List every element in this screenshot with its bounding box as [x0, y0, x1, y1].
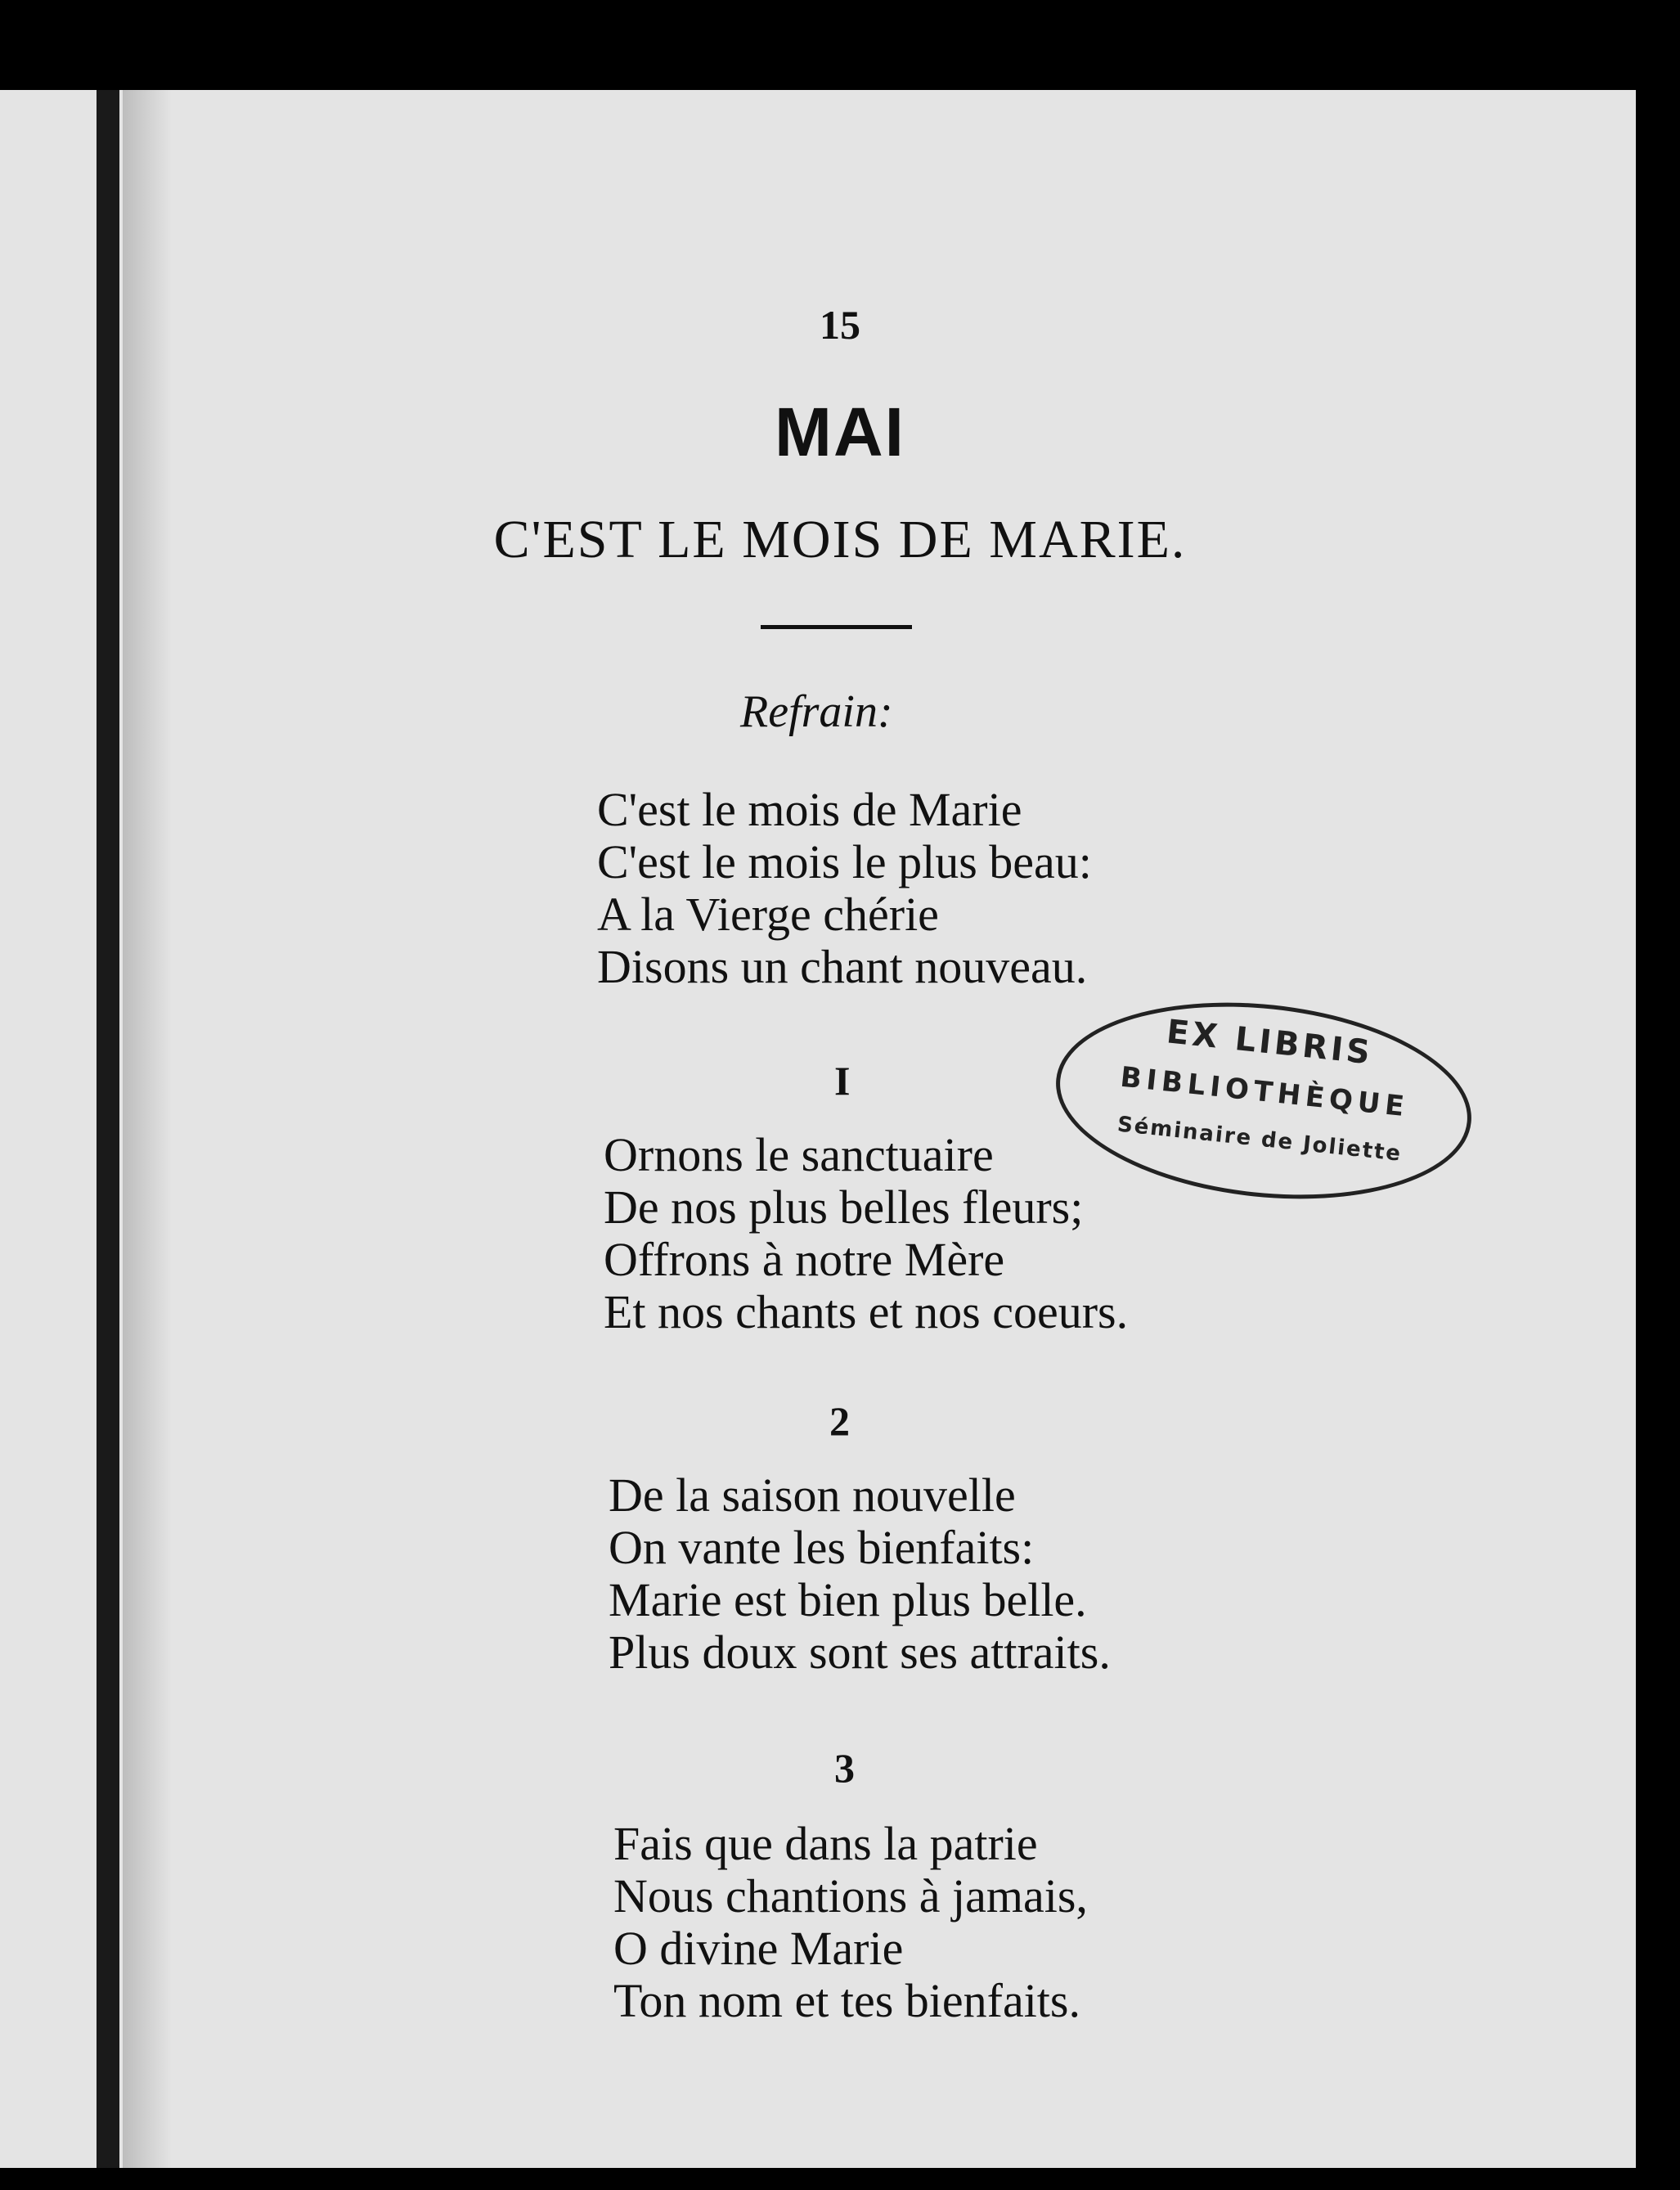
verse-line: Marie est bien plus belle.: [609, 1573, 1087, 1626]
stamp-line: EX LIBRIS: [1165, 1013, 1375, 1073]
verse-line: Ornons le sanctuaire: [604, 1128, 994, 1181]
stanza-number: 3: [834, 1745, 855, 1791]
refrain-verse: [597, 784, 1092, 993]
scan-top-border: [0, 0, 1680, 90]
verse-line: On vante les bienfaits:: [609, 1521, 1035, 1574]
stanza-number: 2: [829, 1398, 850, 1444]
stamp-line: Séminaire de Joliette: [1116, 1112, 1404, 1167]
verse-line: Ton nom et tes bienfaits.: [613, 1974, 1080, 2027]
stanza-verse: [604, 1129, 1128, 1338]
verse-line: Offrons à notre Mère: [604, 1233, 1005, 1286]
verse-line: De nos plus belles fleurs;: [604, 1180, 1084, 1234]
page-number: 15: [820, 302, 860, 348]
stamp-line: BIBLIOTHÈQUE: [1118, 1060, 1411, 1124]
verse-line: Disons un chant nouveau.: [597, 940, 1088, 993]
page-title: MAI: [775, 393, 905, 470]
verse-line: C'est le mois le plus beau:: [597, 835, 1092, 888]
verse-line: Nous chantions à jamais,: [613, 1869, 1088, 1922]
verse-line: Fais que dans la patrie: [613, 1817, 1038, 1870]
stanza-verse: [613, 1818, 1088, 2027]
verse-line: C'est le mois de Marie: [597, 783, 1022, 836]
title-divider: [761, 625, 912, 629]
verse-line: Plus doux sont ses attraits.: [609, 1626, 1111, 1679]
verse-line: Et nos chants et nos coeurs.: [604, 1285, 1129, 1338]
song-title: C'EST LE MOIS DE MARIE.: [493, 510, 1187, 569]
scan-bottom-border: [0, 2168, 1680, 2190]
verse-line: A la Vierge chérie: [597, 888, 939, 941]
stanza-verse: [609, 1469, 1111, 1679]
verse-line: De la saison nouvelle: [609, 1468, 1016, 1522]
stanza-number: I: [834, 1058, 851, 1104]
verse-line: O divine Marie: [613, 1922, 904, 1975]
refrain-label: Refrain:: [740, 686, 893, 737]
